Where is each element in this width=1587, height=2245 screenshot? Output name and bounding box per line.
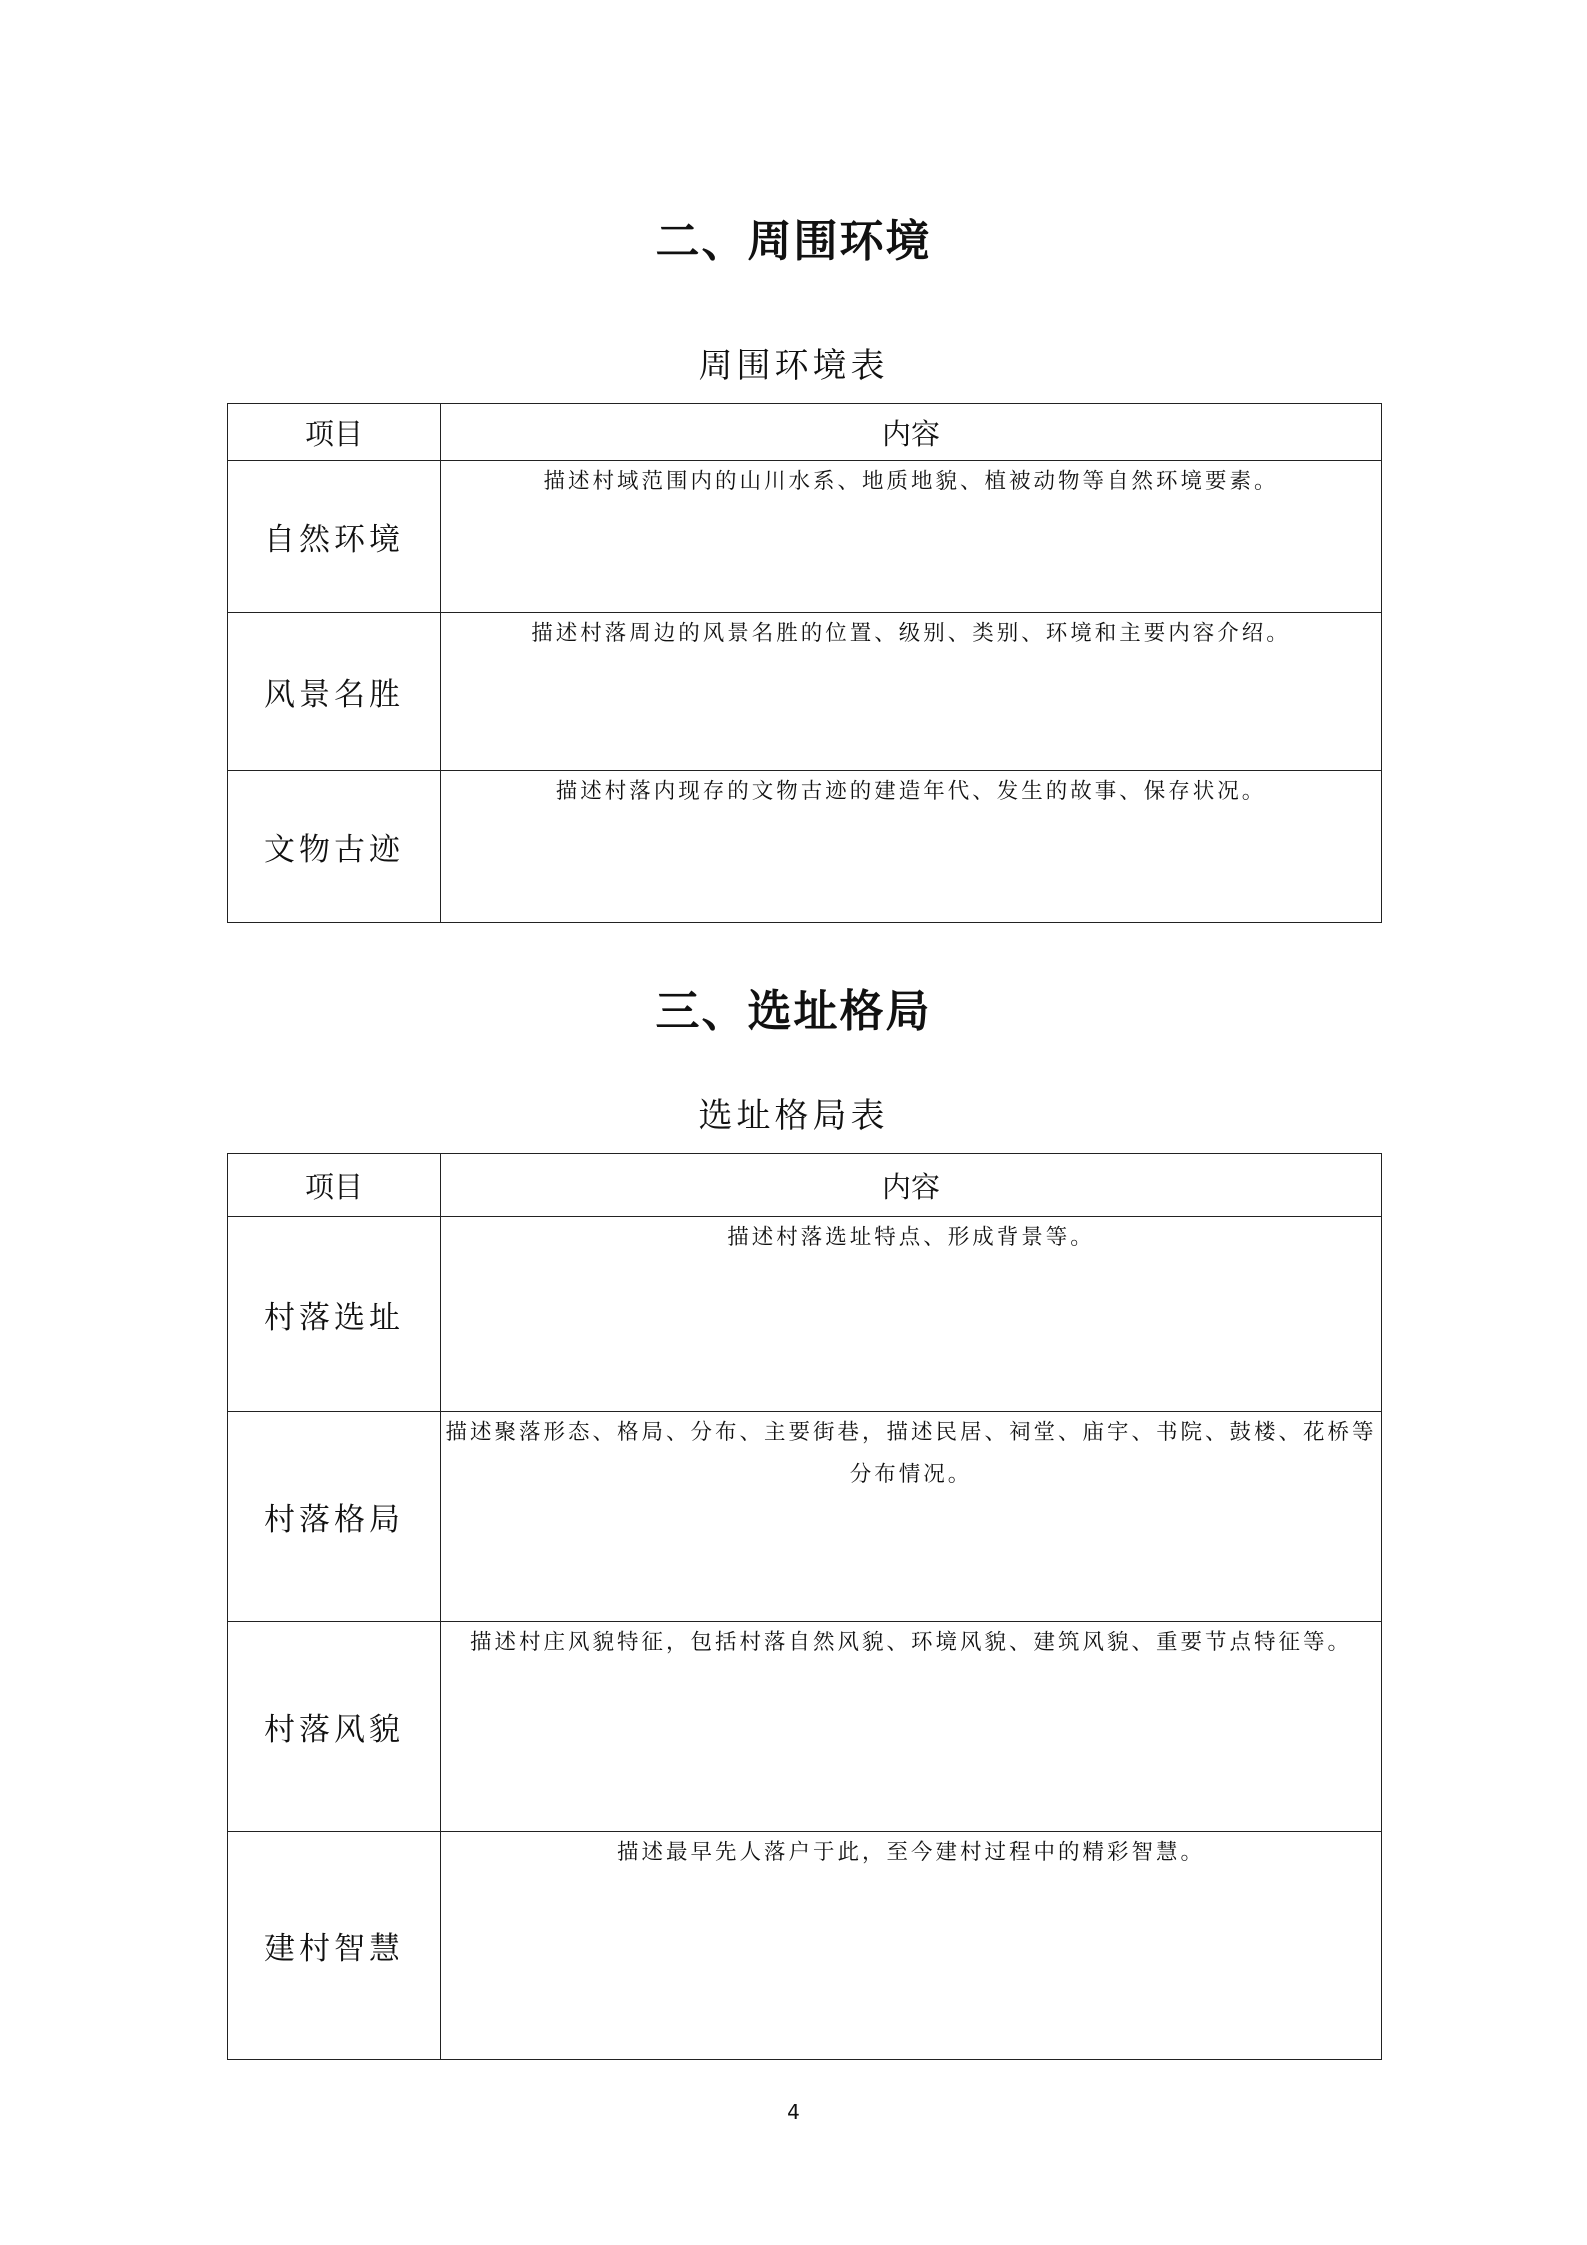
row-item-natural-environment: 自然环境 [228, 461, 441, 613]
row-content-village-layout: 描述聚落形态、格局、分布、主要街巷，描述民居、祠堂、庙宇、书院、鼓楼、花桥等分布情况。 [441, 1412, 1382, 1622]
page-number: 4 [787, 2100, 800, 2124]
row-item-cultural-relics: 文物古迹 [228, 771, 441, 923]
table-header-row [228, 404, 1382, 461]
row-content-scenic-spots: 描述村落周边的风景名胜的位置、级别、类别、环境和主要内容介绍。 [441, 613, 1382, 771]
table-row [228, 1622, 1382, 1832]
row-content-natural-environment: 描述村域范围内的山川水系、地质地貌、植被动物等自然环境要素。 [441, 461, 1382, 613]
row-item-village-site: 村落选址 [228, 1217, 441, 1412]
row-item-founding-wisdom: 建村智慧 [228, 1832, 441, 2060]
table-caption-surroundings: 周围环境表 [698, 346, 889, 386]
section-heading-surroundings: 二、周围环境 [655, 216, 932, 267]
header-content: 内容 [441, 404, 1382, 461]
table-row [228, 1412, 1382, 1622]
table-row [228, 461, 1382, 613]
table-row [228, 771, 1382, 923]
row-content-village-site: 描述村落选址特点、形成背景等。 [441, 1217, 1382, 1412]
site-layout-table [227, 1153, 1382, 2060]
surroundings-table [227, 403, 1382, 923]
row-item-village-appearance: 村落风貌 [228, 1622, 441, 1832]
header-item: 项目 [228, 1154, 441, 1217]
section-heading-site-layout: 三、选址格局 [655, 986, 932, 1037]
row-content-founding-wisdom: 描述最早先人落户于此，至今建村过程中的精彩智慧。 [441, 1832, 1382, 2060]
row-content-cultural-relics: 描述村落内现存的文物古迹的建造年代、发生的故事、保存状况。 [441, 771, 1382, 923]
header-item: 项目 [228, 404, 441, 461]
table-row [228, 1832, 1382, 2060]
row-content-village-appearance: 描述村庄风貌特征，包括村落自然风貌、环境风貌、建筑风貌、重要节点特征等。 [441, 1622, 1382, 1832]
table-header-row [228, 1154, 1382, 1217]
row-item-scenic-spots: 风景名胜 [228, 613, 441, 771]
header-content: 内容 [441, 1154, 1382, 1217]
table-row [228, 613, 1382, 771]
table-caption-site-layout: 选址格局表 [698, 1096, 889, 1136]
table-row [228, 1217, 1382, 1412]
row-item-village-layout: 村落格局 [228, 1412, 441, 1622]
